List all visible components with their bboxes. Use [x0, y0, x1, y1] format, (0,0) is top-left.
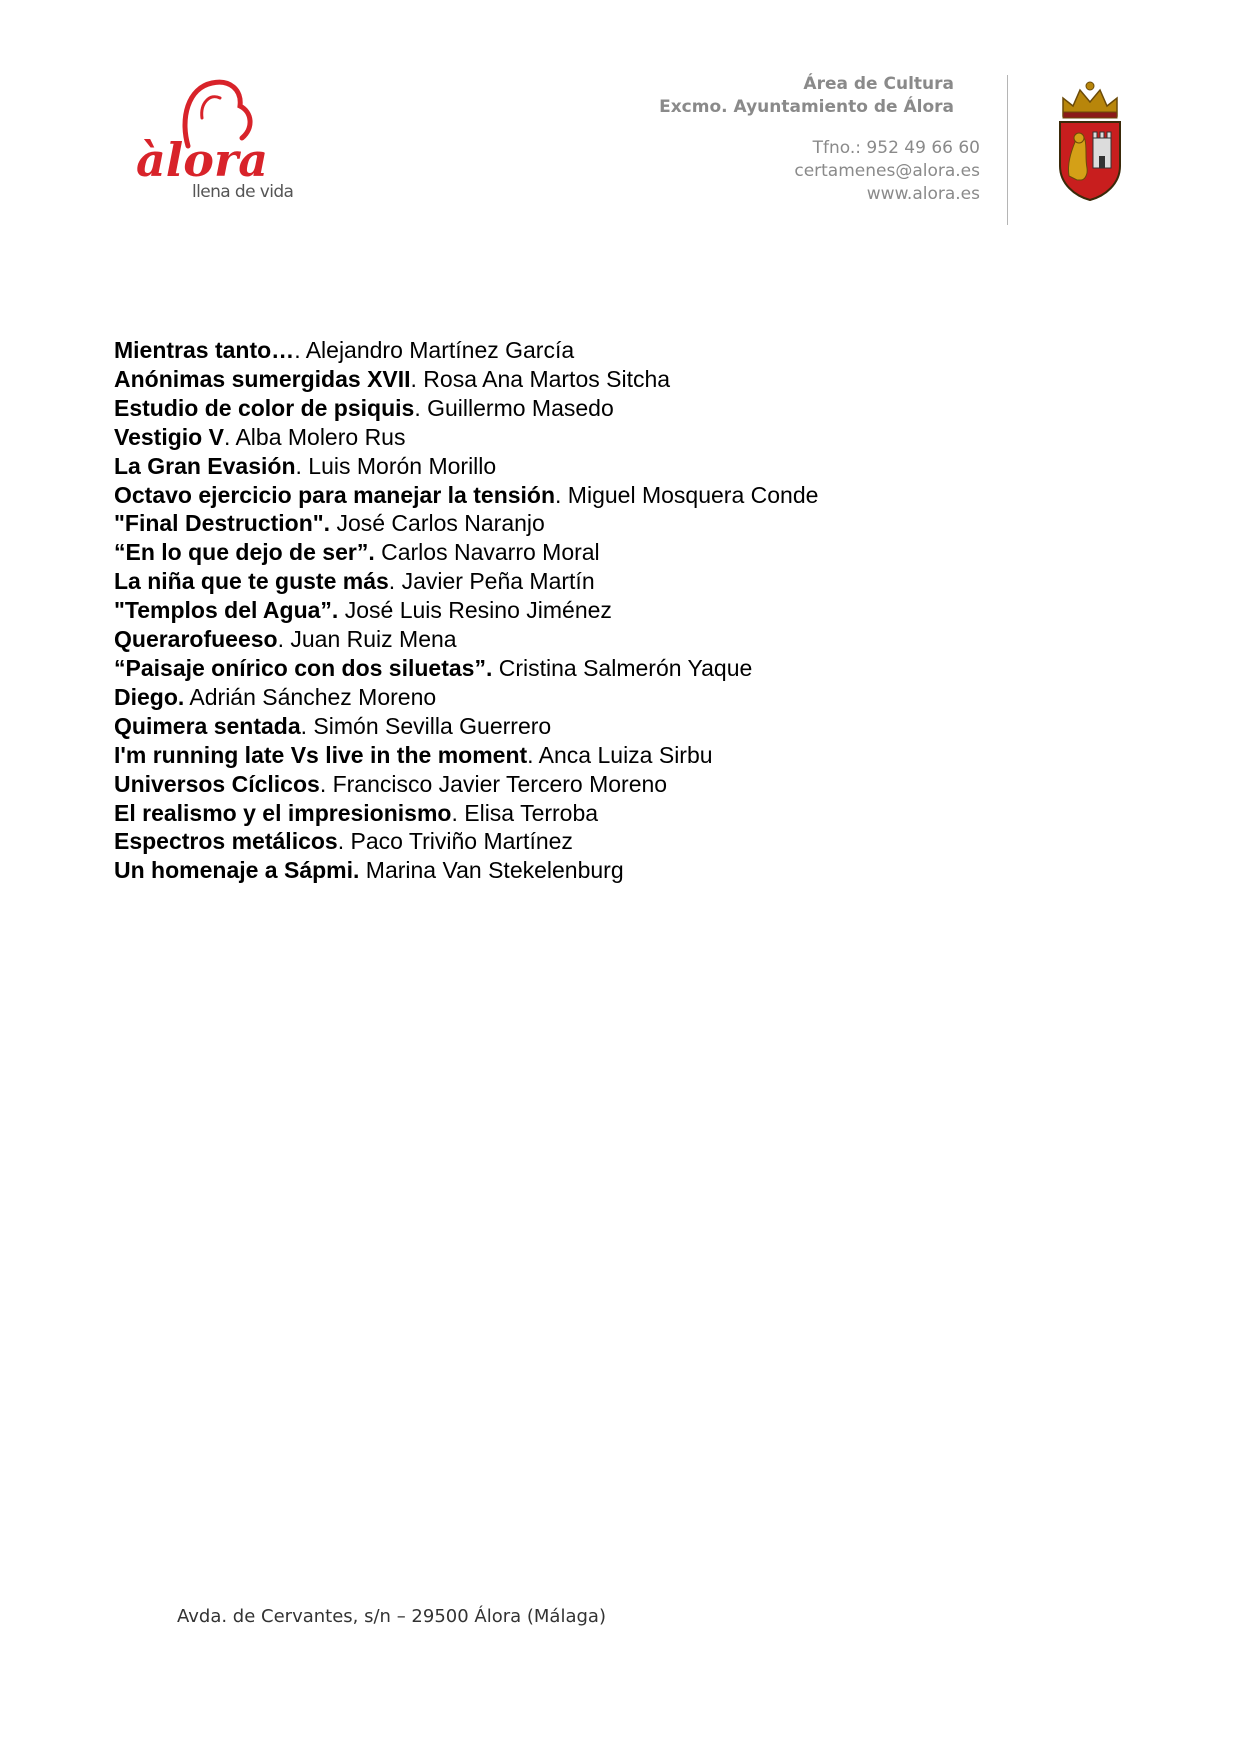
entry-title: Espectros metálicos — [114, 828, 338, 855]
entry-author: . Francisco Javier Tercero Moreno — [319, 770, 668, 797]
entry-author: José Luis Resino Jiménez — [338, 597, 612, 624]
entry-title: La Gran Evasión — [114, 452, 296, 479]
entry-author: Carlos Navarro Moral — [374, 539, 600, 566]
entry-author: Cristina Salmerón Yaque — [492, 654, 753, 681]
entry-title: Querarofueeso — [114, 626, 278, 653]
logo-tagline: llena de vida — [192, 182, 294, 202]
list-item — [114, 423, 818, 452]
entry-title: "Final Destruction". — [114, 510, 331, 537]
entry-title: Estudio de color de psiquis — [114, 394, 415, 421]
entry-title: “Paisaje onírico con dos siluetas”. — [114, 654, 493, 681]
entry-author: Marina Van Stekelenburg — [359, 857, 624, 884]
list-item — [114, 452, 818, 481]
entry-author: . Alba Molero Rus — [223, 423, 406, 450]
logo-wordmark: àlora — [136, 133, 269, 187]
list-item — [114, 481, 818, 510]
coat-of-arms-icon — [1055, 76, 1125, 202]
entry-author: . Rosa Ana Martos Sitcha — [410, 365, 671, 392]
entry-author: . Paco Triviño Martínez — [337, 828, 573, 855]
alora-logo — [130, 78, 310, 213]
list-item — [114, 827, 818, 856]
contact-phone: Tfno.: 952 49 66 60 — [812, 138, 980, 158]
list-item — [114, 509, 818, 538]
entry-author: . Luis Morón Morillo — [295, 452, 497, 479]
header-contact — [794, 137, 980, 206]
footer-address: Avda. de Cervantes, s/n – 29500 Álora (Málaga) — [177, 1606, 606, 1627]
entry-title: La niña que te guste más — [114, 568, 389, 595]
list-item — [114, 596, 818, 625]
entry-author: . Elisa Terroba — [451, 799, 599, 826]
entry-title: Quimera sentada — [114, 712, 301, 739]
entry-title: Un homenaje a Sápmi. — [114, 857, 360, 884]
list-item — [114, 538, 818, 567]
contact-email[interactable]: certamenes@alora.es — [794, 161, 980, 181]
entry-title: “En lo que dejo de ser”. — [114, 539, 375, 566]
entry-author: . Anca Luiza Sirbu — [527, 741, 713, 768]
list-item — [114, 741, 818, 770]
entry-author: . Alejandro Martínez García — [294, 337, 575, 363]
org-council: Excmo. Ayuntamiento de Álora — [659, 97, 954, 117]
entry-author: . Guillermo Masedo — [414, 394, 614, 421]
entry-title: El realismo y el impresionismo — [114, 799, 452, 826]
list-item — [114, 336, 818, 365]
entry-author: . Miguel Mosquera Conde — [555, 481, 819, 508]
entry-author: Adrián Sánchez Moreno — [184, 683, 437, 710]
entry-title: "Templos del Agua”. — [114, 597, 339, 624]
entry-title: I'm running late Vs live in the moment — [114, 741, 528, 768]
entry-title: Vestigio V — [114, 423, 224, 450]
entry-title: Octavo ejercicio para manejar la tensión — [114, 481, 556, 508]
entry-list — [114, 336, 818, 885]
header-divider — [1007, 75, 1008, 225]
header-organization — [659, 73, 954, 119]
entry-title: Diego. — [114, 683, 185, 710]
entry-title: Mientras tanto… — [114, 337, 295, 363]
list-item — [114, 365, 818, 394]
list-item — [114, 625, 818, 654]
entry-title: Anónimas sumergidas XVII — [114, 365, 411, 392]
org-department: Área de Cultura — [803, 74, 954, 94]
contact-website[interactable]: www.alora.es — [866, 184, 980, 204]
entry-author: . Javier Peña Martín — [388, 568, 595, 595]
list-item — [114, 683, 818, 712]
list-item — [114, 799, 818, 828]
entry-title: Universos Cíclicos — [114, 770, 320, 797]
list-item — [114, 712, 818, 741]
entry-author: . Simón Sevilla Guerrero — [300, 712, 552, 739]
list-item — [114, 654, 818, 683]
entry-author: José Carlos Naranjo — [330, 510, 545, 537]
entry-author: . Juan Ruiz Mena — [277, 626, 457, 653]
list-item — [114, 394, 818, 423]
list-item — [114, 770, 818, 799]
list-item — [114, 856, 818, 885]
list-item — [114, 567, 818, 596]
